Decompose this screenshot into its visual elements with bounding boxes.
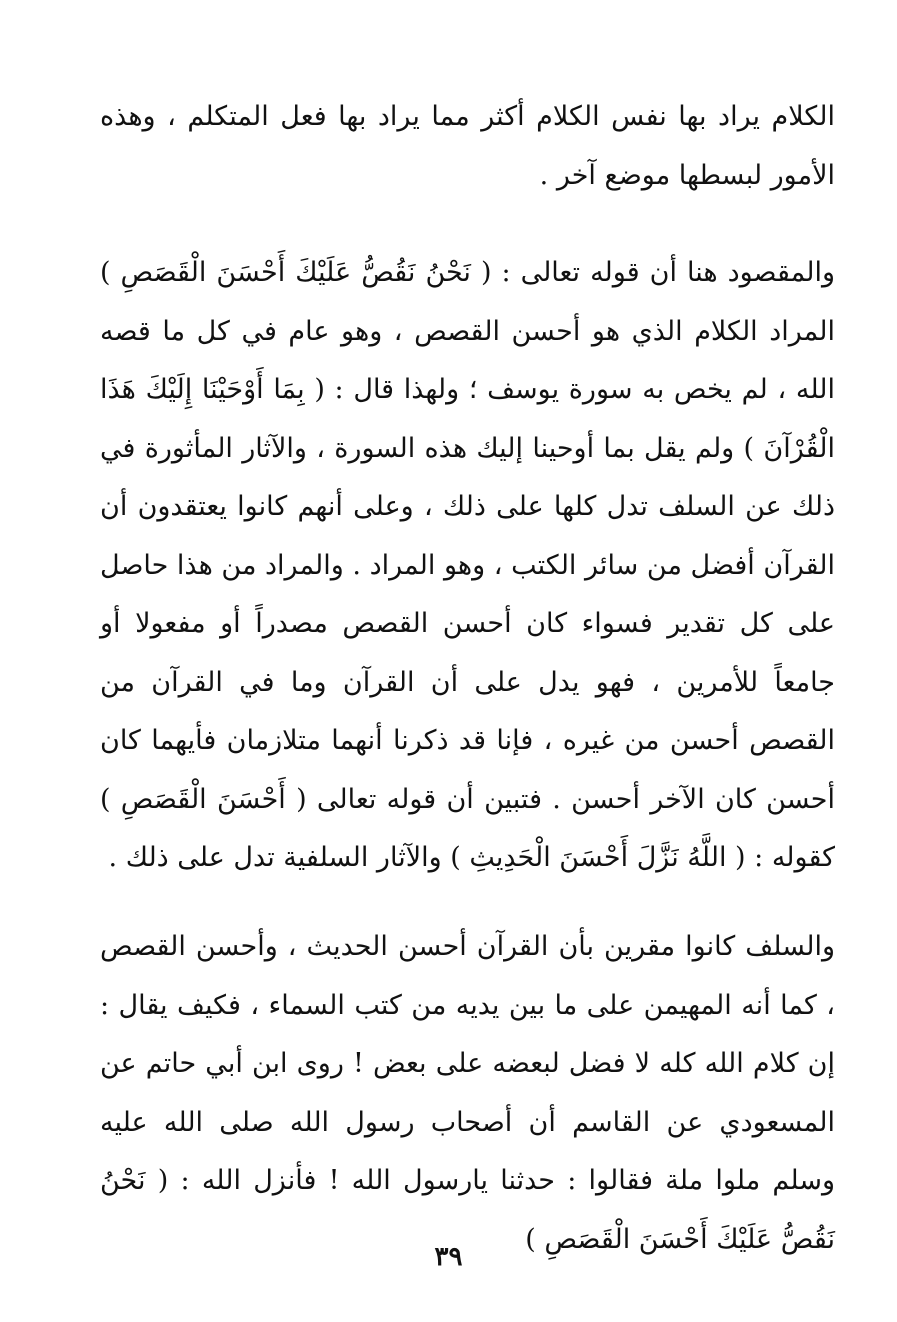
paragraph-salaf (100, 918, 835, 1269)
paragraph-text: والسلف كانوا مقرين بأن القرآن أحسن الحديث ، وأحسن القصص ، كما أنه المهيمن على ما بين يديه من كتب السماء ، فكيف يقال : إن كلام الله كله لا فضل لبعضه على بعض ! روى ابن أبي حاتم عن المسعودي عن القاسم أن أصحاب رسول الله صلى الله عليه وسلم ملوا ملة فقالوا : حدثنا يارسول الله ! فأنزل الله : ( نَحْنُ نَقُصُّ عَلَيْكَ أَحْسَنَ الْقَصَصِ ) (100, 931, 835, 1255)
paragraph-text: الكلام يراد بها نفس الكلام أكثر مما يراد بها فعل المتكلم ، وهذه الأمور لبسطها موضع آخر . (100, 101, 835, 191)
page-number: ٣٩ (434, 1242, 463, 1272)
paragraph-best-stories (100, 244, 835, 888)
paragraph-text: والمقصود هنا أن قوله تعالى : ( نَحْنُ نَقُصُّ عَلَيْكَ أَحْسَنَ الْقَصَصِ ) المراد الكلام الذي هو أحسن القصص ، وهو عام في كل ما قصه الله ، لم يخص به سورة يوسف ؛ ولهذا قال : ( بِمَا أَوْحَيْنَا إِلَيْكَ هَذَا الْقُرْآنَ ) ولم يقل بما أوحينا إليك هذه السورة ، والآثار المأثورة في ذلك عن السلف تدل كلها على ذلك ، وعلى أنهم كانوا يعتقدون أن القرآن أفضل من سائر الكتب ، وهو المراد . والمراد من هذا حاصل على كل تقدير فسواء كان أحسن القصص مصدراً أو مفعولا أو جامعاً للأمرين ، فهو يدل على أن القرآن وما في القرآن من القصص أحسن من غيره ، فإنا قد ذكرنا أنهما متلازمان فأيهما كان أحسن كان الآخر أحسن . فتبين أن قوله تعالى ( أَحْسَنَ الْقَصَصِ ) كقوله : ( اللَّهُ نَزَّلَ أَحْسَنَ الْحَدِيثِ ) والآثار السلفية تدل على ذلك . (100, 257, 835, 873)
paragraph-continuation (100, 88, 835, 205)
